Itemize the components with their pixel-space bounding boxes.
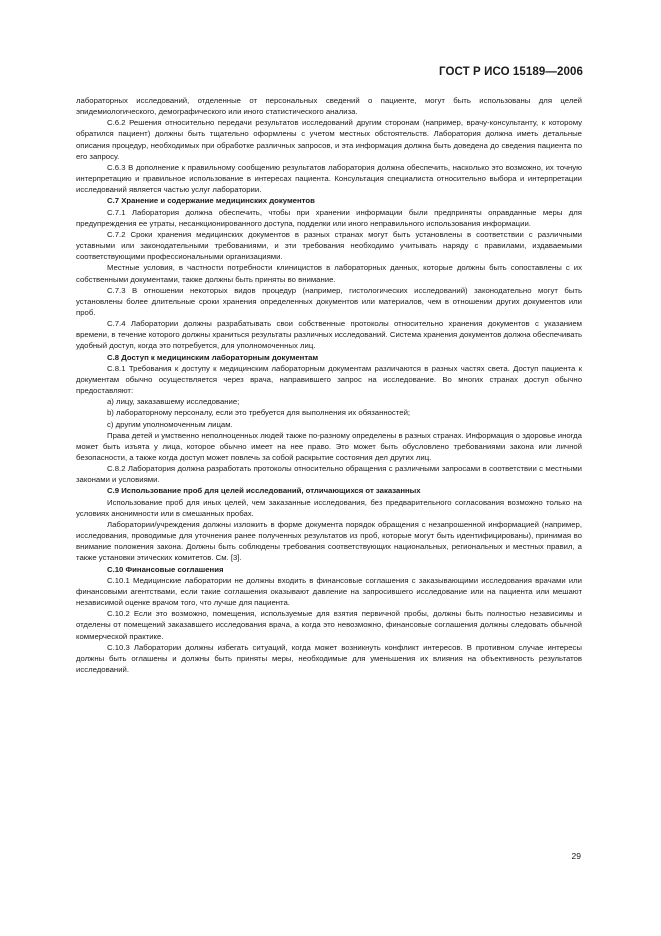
paragraph: С.8.1 Требования к доступу к медицинским лабораторным документам различаются в разных частях света. Доступ пациента к документам обычно осуществляется через врача, направившего запрос на исследование. Во многих странах доступ обычно предоставляют: — [76, 363, 582, 396]
section-heading: С.7 Хранение и содержание медицинских документов — [107, 196, 315, 206]
document-header: ГОСТ Р ИСО 15189—2006 — [438, 66, 583, 78]
paragraph: Права детей и умственно неполноценных людей также по-разному определены в разных странах. Информация о здоровье иногда может быть изъята у лица, которое обычно имеет на нее право. Это может быть обусловлено требованиями закона или личной безопасности, а также когда доступ может повлечь за собой раскрытие состояния дел других лиц. — [76, 430, 582, 462]
page-number: 29 — [571, 851, 581, 861]
paragraph: С.8.2 Лаборатория должна разработать протоколы относительно обращения с различными запросами в соответствии с местными законами и условиями. — [76, 464, 582, 485]
paragraph: Использование проб для иных целей, чем заказанные исследования, без предварительного согласования возможно только на условиях анонимности или в смешанных пробах. — [76, 497, 582, 518]
list-item: с) другим уполномоченным лицам. — [107, 419, 233, 429]
paragraph: лабораторных исследований, отделенные от персональных сведений о пациенте, могут быть использованы для целей эпидемиологического, демографического или иного статистического анализа. — [76, 96, 582, 117]
list-item: а) лицу, заказавшему исследование; — [107, 397, 240, 407]
paragraph: С.10.3 Лаборатории должны избегать ситуаций, когда может возникнуть конфликт интересов. В противном случае интересы должны быть оглашены и должны быть приняты меры, необходимые для уменьшения их влияния на объективность результатов исследований. — [76, 642, 582, 674]
paragraph: Местные условия, в частности потребности клиницистов в лабораторных данных, которые должны быть сопоставлены с их собственными документами, также должны быть приняты во внимание. — [76, 263, 582, 284]
paragraph: С.7.3 В отношении некоторых видов процедур (например, гистологических исследований) законодательно могут быть установлены более длительные сроки хранения определенных документов или материалов, чем в отношении других документов или проб. — [76, 285, 582, 317]
paragraph: С.6.2 Решения относительно передачи результатов исследований другим сторонам (например, врачу-консультанту, к которому обратился пациент) должны быть тщательно оформлены с учетом местных обстоятельств. Лаборатория должна иметь детальные описания процедур, необходимых при обработке различных запросов, и эта информация должна быть доведена до сведения пациента по его запросу. — [76, 118, 582, 161]
section-heading: С.10 Финансовые соглашения — [107, 564, 224, 574]
paragraph: С.7.4 Лаборатории должны разрабатывать свои собственные протоколы относительно хранения документов с указанием времени, в течение которого должны храниться результаты различных исследований. Система хранения документов должна обеспечивать удобный доступ, когда это потребуется, для уполномоченных лиц. — [76, 319, 582, 351]
paragraph: С.7.1 Лаборатория должна обеспечить, чтобы при хранении информации были предприняты оправданные меры для предупреждения ее утраты, несанкционированного доступа, подделки или иного неправильного использования информации. — [76, 207, 582, 228]
paragraph: Лаборатории/учреждения должны изложить в форме документа порядок обращения с незапрошенной информацией (например, исследования, проводимые для уточнения ранее полученных результатов из проб, которые могут быть идентифицированы), принимая во внимание положения закона. Должны быть соблюдены требования соответствующих национальных, региональных и местных правил, а также установки этических комитетов. См. [3]. — [76, 519, 582, 563]
paragraph: С.6.3 В дополнение к правильному сообщению результатов лаборатория должна обеспечить, насколько это возможно, их точную интерпретацию и правильное использование в интересах пациента. Консультация специалиста относительно выбора и интерпретации исследований является частью услуг лаборатории. — [76, 162, 582, 195]
document-body — [76, 95, 582, 675]
section-heading: С.8 Доступ к медицинским лабораторным документам — [107, 352, 319, 362]
list-item: b) лабораторному персоналу, если это требуется для выполнения их обязанностей; — [107, 408, 411, 418]
paragraph: С.10.2 Если это возможно, помещения, используемые для взятия первичной пробы, должны быть полностью независимы и отделены от помещений заказавшего исследования врача, а когда это невозможно, финансовые соглашения должны следовать обычной коммерческой практике. — [76, 609, 582, 641]
paragraph: С.7.2 Сроки хранения медицинских документов в разных странах могут быть установлены в соответствии с различными уставными или законодательными требованиями, и эти требования необходимо учитывать наряду с правилами, издаваемыми соответствующими профессиональными организациями. — [76, 229, 582, 262]
paragraph: С.10.1 Медицинские лаборатории не должны входить в финансовые соглашения с заказывающими исследования врачами или финансовыми агентствами, если такие соглашения оказывают давление на запросившего исследование или на пациента или мешают независимой оценке врачом того, что лучше для пациента. — [76, 575, 582, 608]
section-heading: С.9 Использование проб для целей исследований, отличающихся от заказанных — [107, 486, 421, 496]
